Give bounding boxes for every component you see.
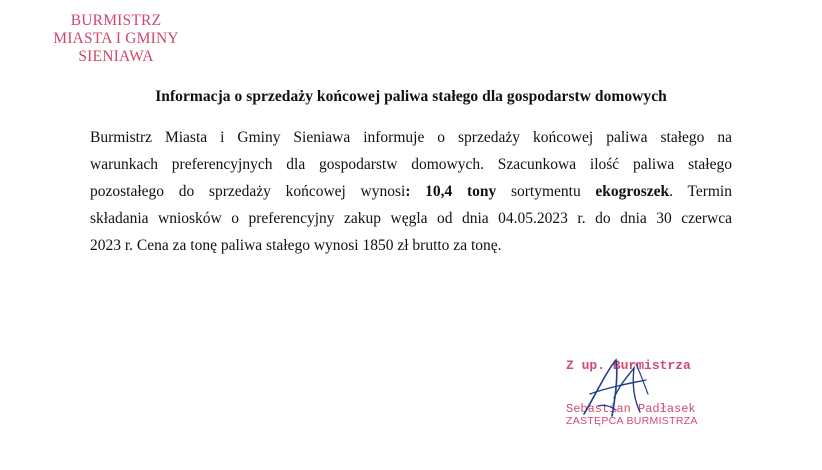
body-line-4	[90, 205, 732, 232]
body-line-2	[90, 151, 732, 178]
document-title: Informacja o sprzedaży końcowej paliwa stałego dla gospodarstw domowych	[155, 88, 667, 105]
stamp-on-behalf: Z up. Burmistrza	[566, 358, 691, 373]
body-line-5	[90, 232, 732, 259]
fuel-type: ekogroszek	[595, 183, 670, 200]
fuel-quantity: : 10,4 tony	[405, 183, 497, 200]
body-line-1-text: Burmistrz Miasta i Gminy Sieniawa informuje o sprzedaży końcowej paliwa stałego na	[90, 129, 732, 146]
body-line-3-text-3: . Termin	[669, 183, 732, 200]
stamp-line-miasta: MIASTA I GMINY	[53, 30, 179, 47]
stamp-signatory-role: ZASTĘPCA BURMISTRZA	[566, 415, 698, 427]
body-line-1	[90, 124, 732, 151]
stamp-line-burmistrz: BURMISTRZ	[70, 12, 162, 29]
body-line-2-text: warunkach preferencyjnych dla gospodarstw domowych. Szacunkowa ilość paliwa stałego	[90, 156, 732, 173]
body-line-3-text: pozostałego do sprzedaży końcowej wynosi	[90, 183, 406, 200]
body-line-3	[90, 178, 732, 205]
office-stamp	[42, 12, 190, 66]
handwritten-signature	[576, 354, 666, 424]
body-line-4-text: składania wniosków o preferencyjny zakup węgla od dnia 04.05.2023 r. do dnia 30 czerwca	[90, 210, 732, 227]
document-body	[90, 124, 732, 259]
body-line-3-text-2: sortymentu	[496, 183, 596, 200]
body-line-5-text: 2023 r. Cena za tonę paliwa stałego wynosi 1850 zł brutto za tonę.	[90, 237, 502, 254]
stamp-line-sieniawa: SIENIAWA	[78, 48, 154, 65]
stamp-signatory-name: Sebastian Padłasek	[566, 402, 696, 416]
